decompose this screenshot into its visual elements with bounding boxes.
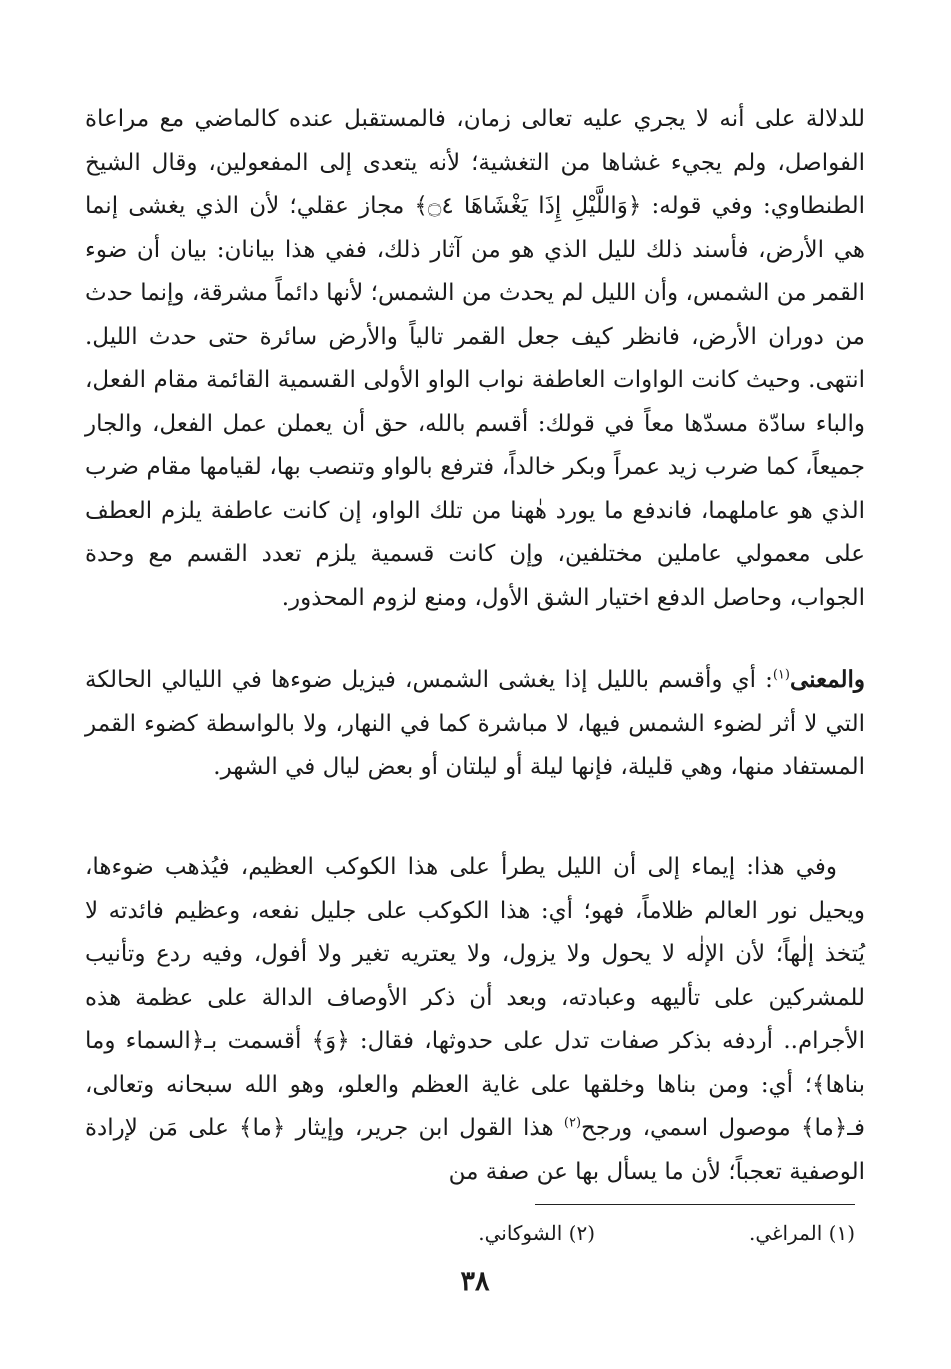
footnote-ref-2[interactable]: (٢) — [563, 1115, 582, 1131]
footnote-1 — [749, 1218, 855, 1248]
footnote-ref-1[interactable]: (١) — [772, 667, 790, 683]
footnote-2 — [478, 1218, 595, 1248]
paragraph-2-lead-word: والمعنى — [789, 666, 865, 693]
page-number: ٣٨ — [460, 1266, 490, 1297]
footnote-2-marker: (٢) — [568, 1221, 595, 1245]
paragraph-2-text: : أي وأقسم بالليل إذا يغشى الشمس، فيزيل ضوءها في الليالي الحالكة التي لا أثر لضوء الشمس فيها، لا مباشرة كما في النهار، ولا بالواسطة كضوء القمر المستفاد منها، وهي قليلة، فإنها ليلة أو ليلتان أو بعض ليال في الشهر. — [85, 667, 865, 780]
footnotes-area — [300, 1218, 855, 1258]
footnote-1-text: المراغي. — [748, 1221, 823, 1245]
paragraph-3-text-part-1: وفي هذا: إيماء إلى أن الليل يطرأ على هذا الكوكب العظيم، فيُذهب ضوءها، ويحيل نور العالم ظلاماً، فهو؛ أي: هذا الكوكب على جليل نفعه، وعظيم فائدته لا يُتخذ إلٰهاً؛ لأن الإلٰه لا يحول ولا يزول، ولا يعتريه تغير ولا أفول، وفيه ردع وتأنيب للمشركين على تأليهه وعبادته، وبعد أن ذكر الأوصاف الدالة على عظمة هذه الأجرام.. أردفه بذكر صفات تدل على حدوثها، فقال: ﴿وَ﴾ أقسمت بـ﴿السماء وما بناها﴾؛ أي: ومن بناها وخلقها على غاية العظم والعلو، وهو الله سبحانه وتعالى، فـ﴿ما﴾ موصول اسمي، ورجح — [85, 854, 865, 1141]
footnote-separator — [535, 1204, 855, 1205]
body-paragraph-3 — [85, 846, 865, 1194]
footnote-2-text: الشوكاني. — [478, 1221, 563, 1245]
footnote-1-marker: (١) — [828, 1221, 855, 1245]
paragraph-3-text-part-2: هذا القول ابن جرير، وإيثار ﴿ما﴾ على مَن لإرادة الوصفية تعجباً؛ لأن ما يسأل بها عن صفة من — [85, 1115, 865, 1185]
body-paragraph-2 — [85, 658, 865, 790]
body-paragraph-1 — [85, 98, 865, 620]
paragraph-1-text: للدلالة على أنه لا يجري عليه تعالى زمان، فالمستقبل عنده كالماضي مع مراعاة الفواصل، ولم يجيء غشاها من التغشية؛ لأنه يتعدى إلى المفعولين، وقال الشيخ الطنطاوي: وفي قوله: ﴿وَاللَّيْلِ إِذَا يَغْشَاهَا ۝٤﴾ مجاز عقلي؛ لأن الذي يغشى إنما هي الأرض، فأسند ذلك لليل الذي هو من آثار ذلك، ففي هذا بيانان: بيان أن ضوء القمر من الشمس، وأن الليل لم يحدث من الشمس؛ لأنها دائماً مشرقة، وإنما حدث من دوران الأرض، فانظر كيف جعل القمر تالياً والأرض سائرة حتى حدث الليل. انتهى. وحيث كانت الواوات العاطفة نواب الواو الأولى القسمية القائمة مقام الفعل، والباء سادّة مسدّها معاً في قولك: أقسم بالله، حق أن يعملن عمل الفعل، والجار جميعاً، كما ضرب زيد عمراً وبكر خالداً، فترفع بالواو وتنصب بها، لقيامها مقام ضرب الذي هو عاملهما، فاندفع ما يورد هٰهنا من تلك الواو، إن كانت عاطفة يلزم العطف على معمولي عاملين مختلفين، وإن كانت قسمية يلزم تعدد القسم مع وحدة الجواب، وحاصل الدفع اختيار الشق الأول، ومنع لزوم المحذور. — [85, 106, 865, 611]
